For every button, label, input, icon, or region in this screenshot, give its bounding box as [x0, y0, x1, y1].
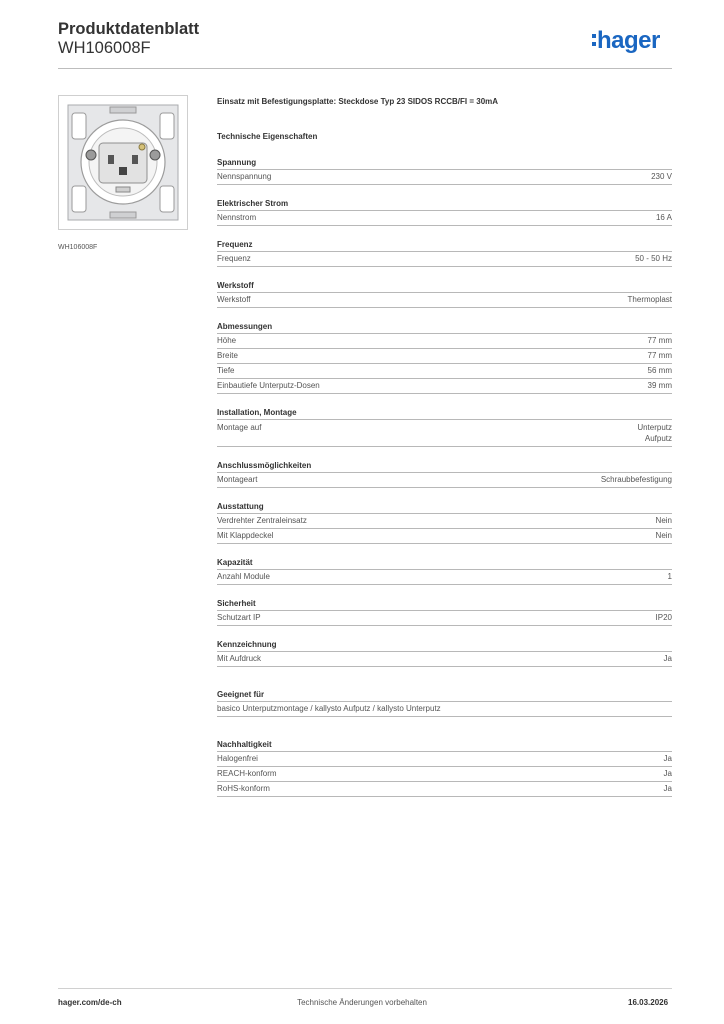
property-label: Verdrehter Zentraleinsatz — [217, 516, 307, 525]
property-row — [217, 701, 672, 717]
product-code: WH106008F — [58, 39, 151, 57]
property-label: Frequenz — [217, 254, 251, 263]
section-title: Sicherheit — [217, 599, 256, 608]
property-row — [217, 781, 672, 797]
section-title: Anschlussmöglichkeiten — [217, 461, 312, 470]
section-title: Ausstattung — [217, 502, 264, 511]
document-title: Produktdatenblatt — [58, 20, 200, 38]
property-section — [217, 321, 672, 394]
property-value: Schraubbefestigung — [600, 475, 672, 484]
property-label: Montage auf — [217, 423, 262, 432]
section-title: Kapazität — [217, 558, 253, 567]
footer-divider — [58, 988, 672, 989]
property-label: Anzahl Module — [217, 572, 270, 581]
property-value: Ja — [663, 769, 672, 778]
header-divider — [58, 68, 672, 69]
property-section — [217, 598, 672, 626]
property-value: Unterputz Aufputz — [637, 423, 672, 443]
property-value: 39 mm — [647, 381, 672, 390]
property-section — [217, 460, 672, 488]
property-value: 1 — [667, 572, 672, 581]
property-label: Einbautiefe Unterputz-Dosen — [217, 381, 320, 390]
property-value: Nein — [655, 531, 672, 540]
property-section — [217, 407, 672, 447]
section-title: Geeignet für — [217, 690, 265, 699]
property-row — [217, 528, 672, 544]
section-title: Abmessungen — [217, 322, 273, 331]
logo-text: hager — [597, 27, 660, 54]
properties-list — [217, 157, 672, 797]
property-row — [217, 610, 672, 626]
footer-notice: Technische Änderungen vorbehalten — [297, 998, 427, 1007]
property-label: RoHS-konform — [217, 784, 270, 793]
property-section — [217, 280, 672, 308]
property-value: Nein — [655, 516, 672, 525]
property-value: Ja — [663, 784, 672, 793]
property-row — [217, 513, 672, 528]
property-label: Mit Klappdeckel — [217, 531, 274, 540]
property-row — [217, 766, 672, 781]
footer-website-link[interactable]: hager.com/de-ch — [58, 998, 122, 1007]
property-section — [217, 198, 672, 226]
section-title: Werkstoff — [217, 281, 254, 290]
property-value: Ja — [663, 654, 672, 663]
property-value: 230 V — [651, 172, 672, 181]
property-label: Montageart — [217, 475, 258, 484]
property-value: 56 mm — [647, 366, 672, 375]
section-title: Kennzeichnung — [217, 640, 277, 649]
property-label: Nennstrom — [217, 213, 257, 222]
property-section — [217, 557, 672, 585]
product-details — [217, 96, 672, 810]
section-title: Frequenz — [217, 240, 253, 249]
section-title: Spannung — [217, 158, 257, 167]
property-row — [217, 472, 672, 488]
property-section — [217, 501, 672, 544]
section-title: Nachhaltigkeit — [217, 740, 272, 749]
property-value: Thermoplast — [627, 295, 672, 304]
property-value: IP20 — [655, 613, 672, 622]
property-row — [217, 751, 672, 766]
property-label: Halogenfrei — [217, 754, 258, 763]
property-section — [217, 639, 672, 667]
property-row — [217, 651, 672, 667]
property-label: Breite — [217, 351, 238, 360]
property-label: Nennspannung — [217, 172, 272, 181]
property-value: Ja — [663, 754, 672, 763]
footer-date: 16.03.2026 — [628, 998, 669, 1007]
property-row — [217, 333, 672, 348]
property-row — [217, 378, 672, 394]
property-label: Höhe — [217, 336, 237, 345]
property-row — [217, 363, 672, 378]
property-value: 16 A — [655, 213, 672, 222]
product-description: Einsatz mit Befestigungsplatte: Steckdose Typ 23 SIDOS RCCB/FI = 30mA — [217, 97, 499, 106]
property-row — [217, 210, 672, 226]
property-label: Mit Aufdruck — [217, 654, 262, 663]
property-section — [217, 689, 672, 717]
property-row — [217, 348, 672, 363]
section-title: Installation, Montage — [217, 408, 297, 417]
property-row — [217, 569, 672, 585]
property-value: 50 - 50 Hz — [635, 254, 672, 263]
hager-logo — [592, 27, 660, 55]
image-caption: WH106008F — [58, 244, 98, 251]
property-row — [217, 419, 672, 447]
tech-properties-heading: Technische Eigenschaften — [217, 132, 318, 141]
property-label: Tiefe — [217, 366, 235, 375]
property-section — [217, 739, 672, 797]
property-label: Schutzart IP — [217, 613, 261, 622]
property-value: 77 mm — [647, 351, 672, 360]
property-row — [217, 292, 672, 308]
property-label: basico Unterputzmontage / kallysto Aufputz / kallysto Unterputz — [217, 704, 441, 713]
property-label: REACH-konform — [217, 769, 277, 778]
property-value: 77 mm — [647, 336, 672, 345]
property-section — [217, 239, 672, 267]
property-section — [217, 157, 672, 185]
section-title: Elektrischer Strom — [217, 199, 289, 208]
property-label: Werkstoff — [217, 295, 251, 304]
socket-outlet-icon — [58, 95, 188, 230]
property-row — [217, 169, 672, 185]
property-row — [217, 251, 672, 267]
